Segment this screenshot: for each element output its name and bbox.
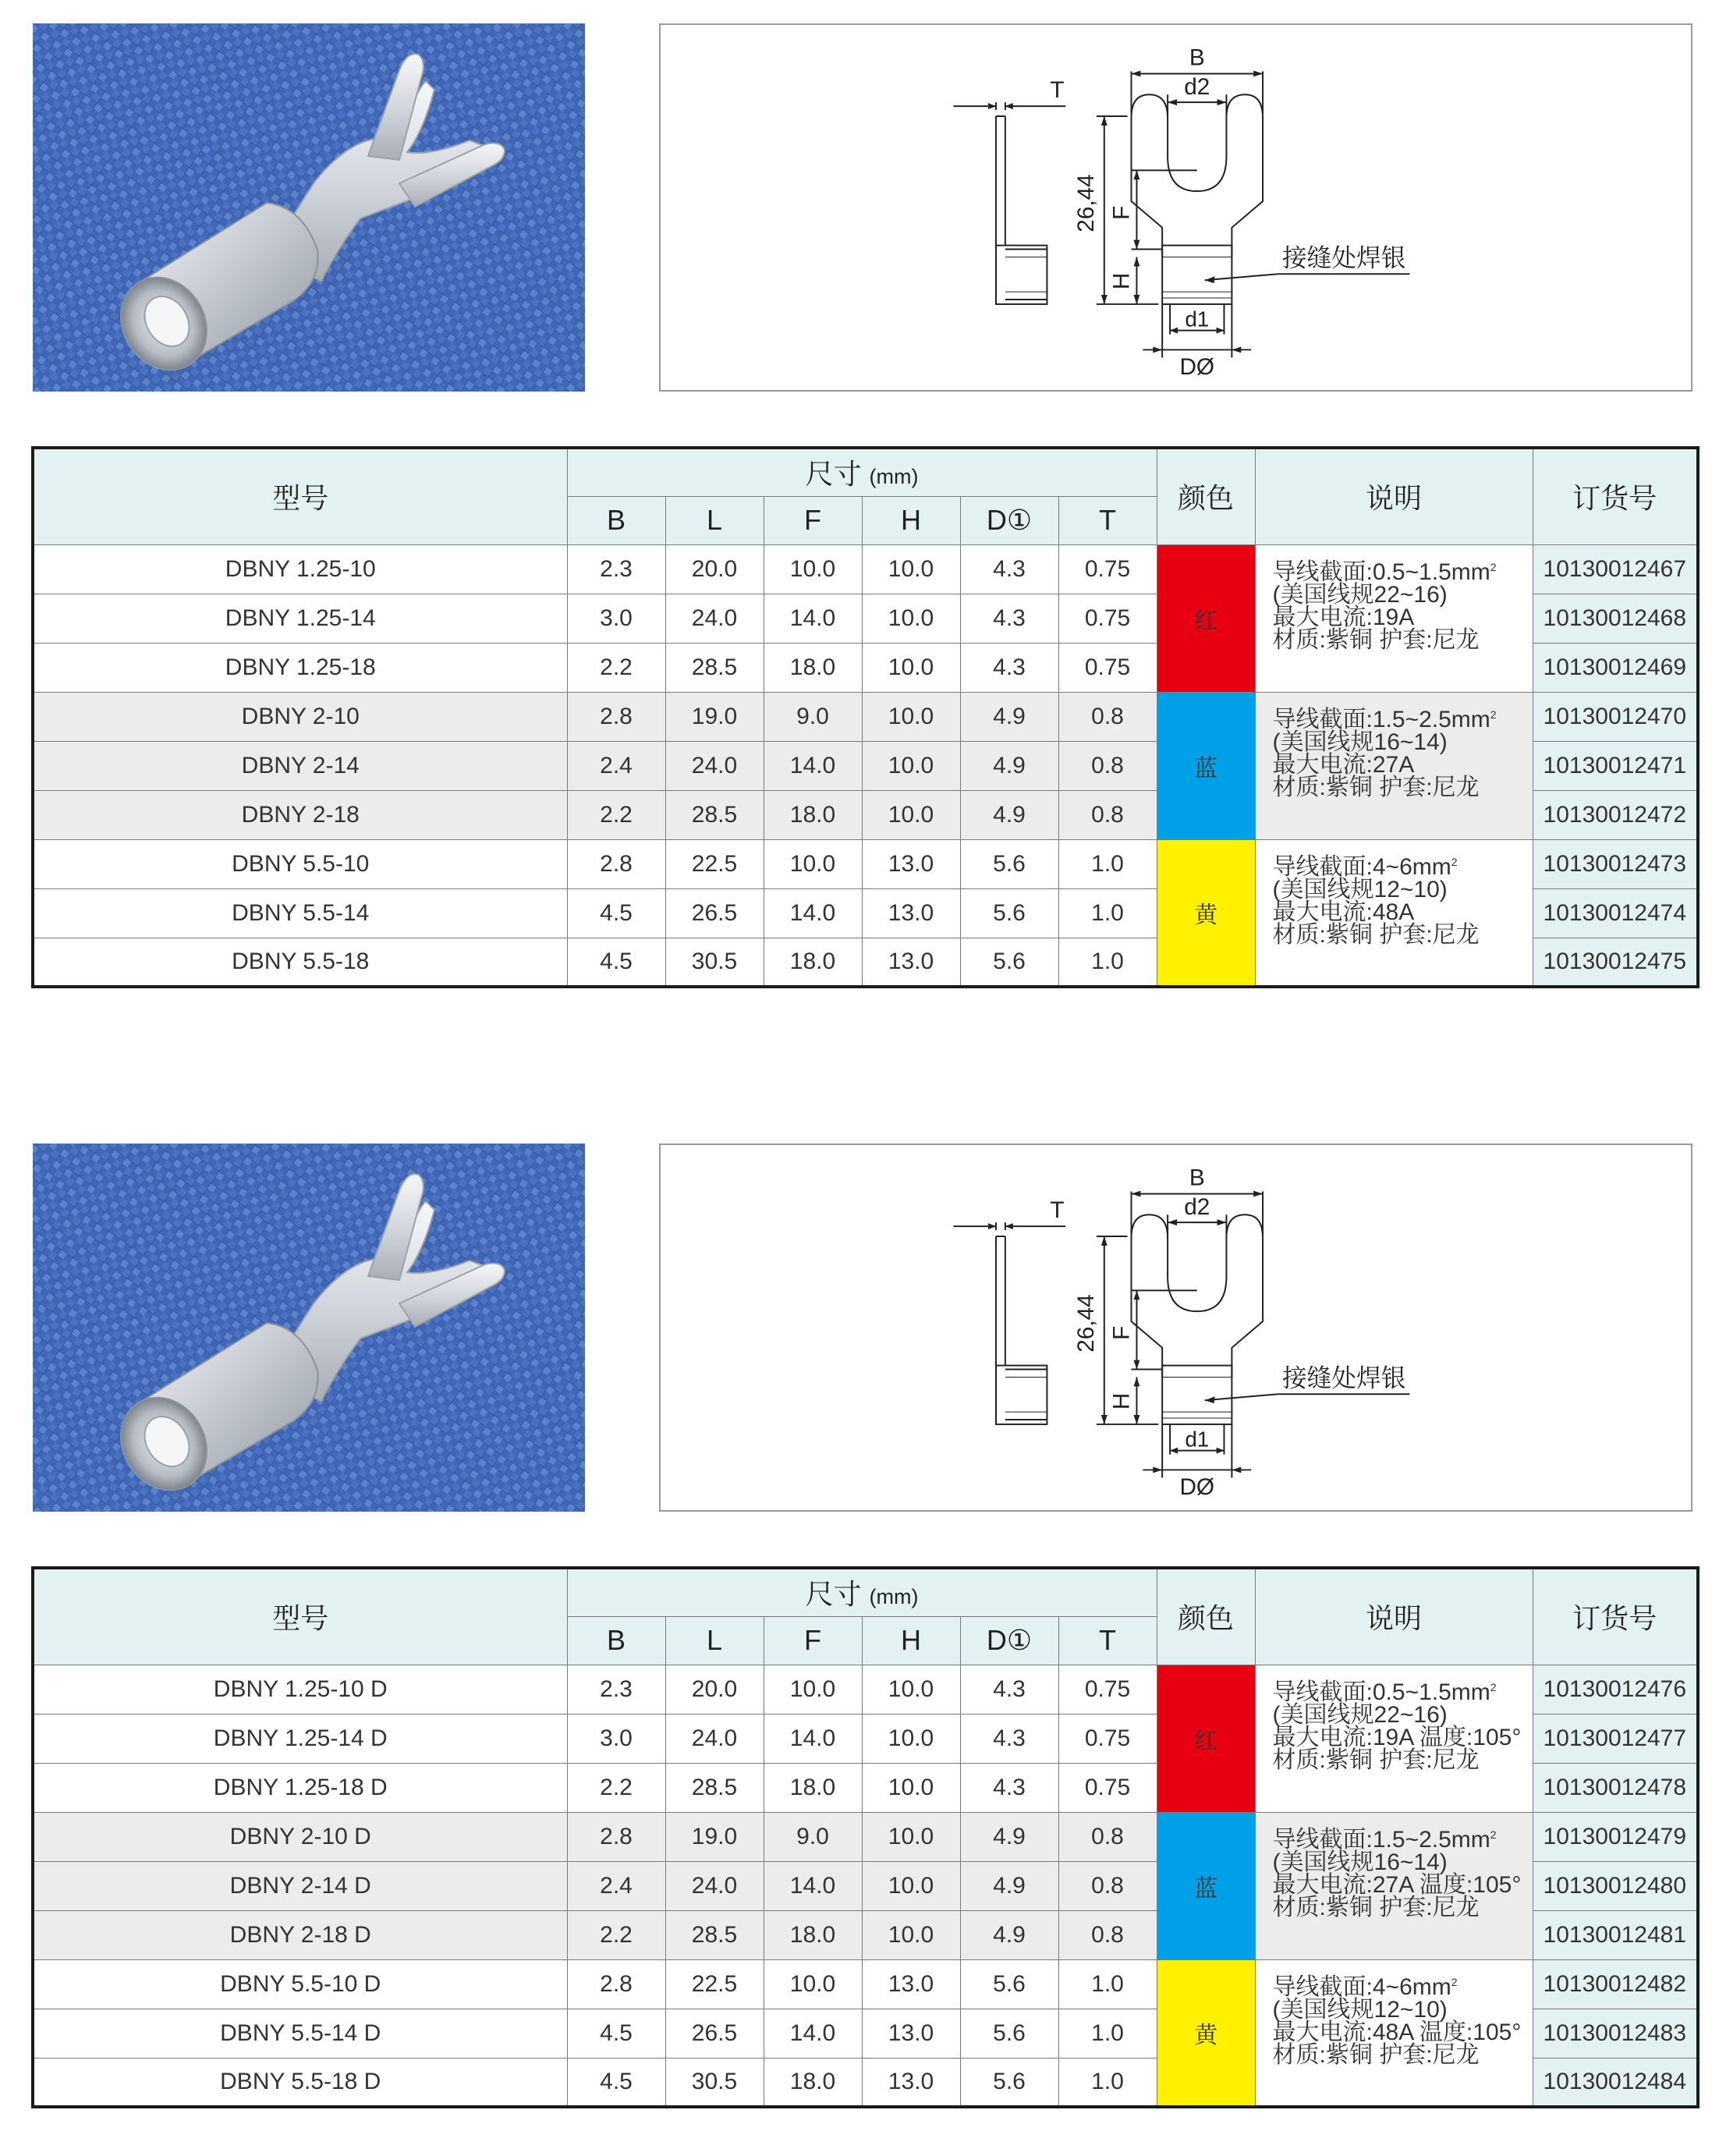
order-number: 10130012468	[1533, 594, 1698, 643]
desc-awg: (美国线规12~10)	[1272, 876, 1448, 902]
order-number: 10130012483	[1533, 2009, 1698, 2058]
desc-wire-section	[1273, 704, 1533, 731]
fork-terminal-photo	[33, 1144, 585, 1512]
model-cell: DBNY 5.5-18	[33, 938, 567, 987]
dim-cell-l: 28.5	[665, 790, 764, 839]
dim-cell-t: 0.75	[1058, 1665, 1157, 1714]
dim-cell-h: 13.0	[862, 888, 960, 938]
dim-cell-l: 26.5	[665, 2009, 764, 2058]
header-desc: 说明	[1255, 1568, 1533, 1665]
dim-d2-label: d2	[1184, 1194, 1210, 1221]
model-cell: DBNY 5.5-10 D	[33, 1959, 567, 2009]
desc-material: 材质:紫铜 护套:尼龙	[1272, 626, 1480, 653]
order-number: 10130012481	[1533, 1910, 1698, 1959]
model-cell: DBNY 1.25-14 D	[33, 1714, 567, 1763]
header-col-d: D①	[960, 496, 1058, 544]
dim-cell-h: 10.0	[862, 643, 960, 692]
dim-cell-f: 9.0	[764, 1812, 862, 1861]
dim-b-label: B	[1189, 44, 1205, 71]
desc-material: 材质:紫铜 护套:尼龙	[1272, 1746, 1480, 1773]
table-row	[33, 692, 1698, 741]
dim-cell-f: 14.0	[764, 741, 862, 790]
dim-d-label: DØ	[1179, 354, 1215, 381]
dim-cell-t: 1.0	[1058, 1959, 1157, 2009]
dim-d-label: DØ	[1179, 1474, 1215, 1501]
model-cell: DBNY 5.5-10	[33, 839, 567, 888]
header-color: 颜色	[1157, 448, 1255, 544]
dim-cell-f: 18.0	[764, 1910, 862, 1959]
dim-cell-d: 4.9	[960, 1910, 1058, 1959]
dim-f-label: F	[1108, 205, 1135, 220]
desc-current: 最大电流:19A	[1272, 604, 1415, 630]
header-desc: 说明	[1255, 448, 1533, 544]
table-row	[33, 839, 1698, 888]
model-cell: DBNY 2-18 D	[33, 1910, 567, 1959]
order-number: 10130012467	[1533, 544, 1698, 594]
header-model: 型号	[33, 448, 567, 544]
header-col-b: B	[567, 496, 665, 544]
dim-cell-t: 0.75	[1058, 643, 1157, 692]
model-cell: DBNY 5.5-14	[33, 888, 567, 938]
dim-cell-b: 2.8	[567, 1812, 665, 1861]
dim-cell-b: 4.5	[567, 2009, 665, 2058]
desc-awg: (美国线规12~10)	[1272, 1996, 1448, 2023]
description-cell	[1255, 1959, 1533, 2107]
dim-b-label: B	[1189, 1165, 1205, 1191]
header-col-l: L	[665, 496, 764, 544]
color-swatch: 黄	[1157, 1959, 1255, 2107]
table-row	[33, 1959, 1698, 2009]
dim-cell-t: 0.75	[1058, 1714, 1157, 1763]
dim-cell-h: 10.0	[862, 790, 960, 839]
dim-cell-d: 4.9	[960, 1861, 1058, 1910]
dim-cell-h: 10.0	[862, 1812, 960, 1861]
dim-cell-t: 0.75	[1058, 544, 1157, 594]
dim-cell-f: 14.0	[764, 594, 862, 643]
desc-sup: 2	[1490, 1680, 1497, 1693]
dim-cell-l: 24.0	[665, 594, 764, 643]
dim-cell-b: 4.5	[567, 938, 665, 987]
spec-table	[31, 1566, 1700, 2108]
dim-cell-b: 2.2	[567, 643, 665, 692]
dim-cell-b: 2.2	[567, 1910, 665, 1959]
dim-cell-t: 1.0	[1058, 2058, 1157, 2107]
model-cell: DBNY 1.25-18	[33, 643, 567, 692]
description-cell	[1255, 1812, 1533, 1959]
dim-cell-d: 4.9	[960, 1812, 1058, 1861]
dim-cell-f: 14.0	[764, 1861, 862, 1910]
header-col-h: H	[862, 496, 960, 544]
header-col-d: D①	[960, 1616, 1058, 1665]
order-number: 10130012475	[1533, 938, 1698, 987]
table-row	[33, 1812, 1698, 1861]
dim-cell-l: 30.5	[665, 938, 764, 987]
dim-cell-f: 14.0	[764, 888, 862, 938]
dim-cell-t: 1.0	[1058, 2009, 1157, 2058]
dim-cell-h: 10.0	[862, 544, 960, 594]
desc-awg: (美国线规16~14)	[1272, 1849, 1448, 1875]
dim-cell-d: 4.3	[960, 643, 1058, 692]
dim-cell-b: 3.0	[567, 594, 665, 643]
desc-wire-section	[1273, 1824, 1533, 1851]
order-number: 10130012484	[1533, 2058, 1698, 2107]
dim-cell-d: 5.6	[960, 2009, 1058, 2058]
header-model: 型号	[33, 1568, 567, 1665]
dim-cell-b: 4.5	[567, 888, 665, 938]
dim-cell-l: 19.0	[665, 692, 764, 741]
dim-cell-b: 2.2	[567, 1763, 665, 1812]
desc-current: 最大电流:27A 温度:105°	[1272, 1871, 1522, 1898]
header-size	[567, 448, 1157, 496]
dim-length-label: 26,44	[1072, 174, 1099, 232]
dim-cell-b: 2.4	[567, 741, 665, 790]
order-number: 10130012482	[1533, 1959, 1698, 2009]
desc-sup: 2	[1490, 1828, 1497, 1841]
description-cell	[1255, 1665, 1533, 1812]
dim-cell-b: 2.3	[567, 544, 665, 594]
dim-cell-d: 4.9	[960, 692, 1058, 741]
dim-cell-b: 2.4	[567, 1861, 665, 1910]
order-number: 10130012472	[1533, 790, 1698, 839]
order-number: 10130012469	[1533, 643, 1698, 692]
dim-cell-t: 0.8	[1058, 692, 1157, 741]
desc-wire-section	[1273, 1971, 1533, 1998]
dim-cell-f: 14.0	[764, 1714, 862, 1763]
desc-awg: (美国线规22~16)	[1272, 1701, 1448, 1728]
header-size-label: 尺寸	[805, 1578, 862, 1611]
dim-t-label: T	[1050, 1197, 1065, 1224]
header-col-t: T	[1058, 496, 1157, 544]
header-col-b: B	[567, 1616, 665, 1665]
dim-d1-label: d1	[1185, 1427, 1210, 1452]
header-unit: (mm)	[869, 1585, 919, 1609]
desc-current: 最大电流:48A	[1272, 899, 1415, 925]
header-col-t: T	[1058, 1616, 1157, 1665]
dim-cell-h: 10.0	[862, 692, 960, 741]
dim-cell-b: 2.8	[567, 839, 665, 888]
description-cell	[1255, 692, 1533, 839]
desc-sup: 2	[1490, 560, 1497, 573]
dim-cell-f: 18.0	[764, 938, 862, 987]
dim-cell-f: 10.0	[764, 1665, 862, 1714]
dim-cell-l: 28.5	[665, 643, 764, 692]
fork-terminal-photo	[33, 23, 585, 392]
desc-wire-section	[1273, 1676, 1533, 1704]
dim-cell-l: 24.0	[665, 1861, 764, 1910]
header-col-h: H	[862, 1616, 960, 1665]
desc-material: 材质:紫铜 护套:尼龙	[1272, 1894, 1480, 1920]
desc-line: 导线截面:4~6mm	[1272, 1973, 1451, 2000]
dim-cell-b: 2.8	[567, 1959, 665, 2009]
dim-cell-f: 18.0	[764, 790, 862, 839]
dim-cell-f: 18.0	[764, 1763, 862, 1812]
header-unit: (mm)	[869, 465, 919, 489]
dim-cell-f: 18.0	[764, 2058, 862, 2107]
dim-cell-d: 4.3	[960, 544, 1058, 594]
dim-cell-d: 5.6	[960, 938, 1058, 987]
dim-cell-f: 10.0	[764, 839, 862, 888]
desc-line: 导线截面:0.5~1.5mm	[1272, 1679, 1490, 1705]
dim-cell-l: 22.5	[665, 1959, 764, 2009]
dim-cell-h: 10.0	[862, 594, 960, 643]
dim-cell-l: 28.5	[665, 1763, 764, 1812]
order-number: 10130012471	[1533, 741, 1698, 790]
dim-cell-l: 22.5	[665, 839, 764, 888]
dim-cell-t: 0.75	[1058, 594, 1157, 643]
order-number: 10130012478	[1533, 1763, 1698, 1812]
desc-wire-section	[1273, 851, 1533, 878]
desc-sup: 2	[1490, 707, 1497, 721]
order-number: 10130012476	[1533, 1665, 1698, 1714]
dim-cell-l: 20.0	[665, 544, 764, 594]
dim-cell-l: 24.0	[665, 741, 764, 790]
dim-cell-d: 5.6	[960, 1959, 1058, 2009]
dim-d1-label: d1	[1185, 307, 1210, 332]
dim-cell-t: 0.8	[1058, 1861, 1157, 1910]
color-swatch: 蓝	[1157, 692, 1255, 839]
dim-cell-l: 24.0	[665, 1714, 764, 1763]
dim-cell-h: 13.0	[862, 2058, 960, 2107]
color-swatch: 红	[1157, 544, 1255, 692]
dim-cell-d: 4.3	[960, 1763, 1058, 1812]
dim-cell-h: 10.0	[862, 1665, 960, 1714]
dim-cell-h: 13.0	[862, 938, 960, 987]
table-row	[33, 1665, 1698, 1714]
dim-cell-d: 5.6	[960, 2058, 1058, 2107]
dim-cell-d: 4.9	[960, 790, 1058, 839]
order-number: 10130012470	[1533, 692, 1698, 741]
color-swatch: 蓝	[1157, 1812, 1255, 1959]
dimension-drawing	[659, 1144, 1692, 1512]
model-cell: DBNY 2-14 D	[33, 1861, 567, 1910]
dim-cell-h: 10.0	[862, 1714, 960, 1763]
dimension-diagram	[661, 25, 1691, 390]
dim-cell-l: 30.5	[665, 2058, 764, 2107]
dim-cell-h: 10.0	[862, 1861, 960, 1910]
dim-cell-l: 20.0	[665, 1665, 764, 1714]
dim-cell-d: 4.3	[960, 1665, 1058, 1714]
model-cell: DBNY 2-18	[33, 790, 567, 839]
dim-h-label: H	[1108, 272, 1135, 290]
dim-cell-l: 26.5	[665, 888, 764, 938]
dim-cell-b: 2.2	[567, 790, 665, 839]
dim-length-label: 26,44	[1072, 1294, 1099, 1353]
desc-current: 最大电流:27A	[1272, 751, 1415, 778]
dim-cell-l: 28.5	[665, 1910, 764, 1959]
description-cell	[1255, 839, 1533, 987]
dim-cell-b: 2.8	[567, 692, 665, 741]
order-number: 10130012477	[1533, 1714, 1698, 1763]
header-col-l: L	[665, 1616, 764, 1665]
dim-cell-t: 1.0	[1058, 839, 1157, 888]
product-photo	[33, 1144, 585, 1512]
desc-wire-section	[1273, 556, 1533, 583]
model-cell: DBNY 1.25-10 D	[33, 1665, 567, 1714]
desc-sup: 2	[1451, 855, 1458, 868]
color-swatch: 红	[1157, 1665, 1255, 1812]
weld-callout: 接缝处焊银	[1281, 1363, 1406, 1392]
dim-f-label: F	[1108, 1325, 1135, 1340]
model-cell: DBNY 2-14	[33, 741, 567, 790]
spec-table	[31, 446, 1700, 988]
product-photo	[33, 23, 585, 392]
dim-cell-t: 0.8	[1058, 741, 1157, 790]
model-cell: DBNY 5.5-14 D	[33, 2009, 567, 2058]
order-number: 10130012474	[1533, 888, 1698, 938]
dim-cell-h: 13.0	[862, 839, 960, 888]
model-cell: DBNY 1.25-18 D	[33, 1763, 567, 1812]
desc-awg: (美国线规22~16)	[1272, 581, 1448, 608]
dim-cell-h: 13.0	[862, 1959, 960, 2009]
desc-current: 最大电流:48A 温度:105°	[1272, 2019, 1522, 2045]
dim-t-label: T	[1050, 77, 1065, 104]
model-cell: DBNY 1.25-14	[33, 594, 567, 643]
dim-cell-d: 4.9	[960, 741, 1058, 790]
desc-material: 材质:紫铜 护套:尼龙	[1272, 2041, 1480, 2068]
dim-cell-d: 5.6	[960, 888, 1058, 938]
dim-cell-h: 10.0	[862, 741, 960, 790]
dim-cell-f: 9.0	[764, 692, 862, 741]
model-cell: DBNY 5.5-18 D	[33, 2058, 567, 2107]
dim-cell-b: 3.0	[567, 1714, 665, 1763]
dimension-diagram	[661, 1145, 1691, 1510]
header-size	[567, 1568, 1157, 1616]
model-cell: DBNY 2-10 D	[33, 1812, 567, 1861]
dim-cell-t: 0.75	[1058, 1763, 1157, 1812]
dim-cell-h: 10.0	[862, 1910, 960, 1959]
header-order: 订货号	[1533, 1568, 1698, 1665]
header-color: 颜色	[1157, 1568, 1255, 1665]
dim-cell-f: 14.0	[764, 2009, 862, 2058]
weld-callout: 接缝处焊银	[1281, 243, 1406, 272]
description-cell	[1255, 544, 1533, 692]
desc-awg: (美国线规16~14)	[1272, 729, 1448, 755]
dim-cell-f: 10.0	[764, 544, 862, 594]
order-number: 10130012473	[1533, 839, 1698, 888]
desc-material: 材质:紫铜 护套:尼龙	[1272, 774, 1480, 800]
order-number: 10130012480	[1533, 1861, 1698, 1910]
dim-cell-t: 0.8	[1058, 1910, 1157, 1959]
dim-cell-b: 2.3	[567, 1665, 665, 1714]
dim-h-label: H	[1108, 1392, 1135, 1410]
desc-line: 导线截面:1.5~2.5mm	[1272, 706, 1490, 732]
desc-line: 导线截面:4~6mm	[1272, 853, 1451, 880]
model-cell: DBNY 1.25-10	[33, 544, 567, 594]
dim-cell-d: 4.3	[960, 1714, 1058, 1763]
desc-line: 导线截面:0.5~1.5mm	[1272, 559, 1490, 585]
dim-cell-h: 10.0	[862, 1763, 960, 1812]
header-col-f: F	[764, 1616, 862, 1665]
dim-cell-h: 13.0	[862, 2009, 960, 2058]
dim-cell-d: 5.6	[960, 839, 1058, 888]
model-cell: DBNY 2-10	[33, 692, 567, 741]
color-swatch: 黄	[1157, 839, 1255, 987]
desc-current: 最大电流:19A 温度:105°	[1272, 1724, 1522, 1750]
dim-cell-d: 4.3	[960, 594, 1058, 643]
table-row	[33, 544, 1698, 594]
dim-cell-t: 1.0	[1058, 938, 1157, 987]
desc-material: 材质:紫铜 护套:尼龙	[1272, 921, 1480, 948]
dim-cell-l: 19.0	[665, 1812, 764, 1861]
desc-sup: 2	[1451, 1975, 1458, 1988]
dim-cell-t: 0.8	[1058, 790, 1157, 839]
header-col-f: F	[764, 496, 862, 544]
header-order: 订货号	[1533, 448, 1698, 544]
dim-cell-b: 4.5	[567, 2058, 665, 2107]
desc-line: 导线截面:1.5~2.5mm	[1272, 1826, 1490, 1853]
dim-cell-t: 0.8	[1058, 1812, 1157, 1861]
order-number: 10130012479	[1533, 1812, 1698, 1861]
dim-cell-f: 18.0	[764, 643, 862, 692]
dimension-drawing	[659, 23, 1692, 392]
dim-cell-f: 10.0	[764, 1959, 862, 2009]
header-size-label: 尺寸	[805, 458, 862, 491]
dim-d2-label: d2	[1184, 74, 1210, 101]
dim-cell-t: 1.0	[1058, 888, 1157, 938]
